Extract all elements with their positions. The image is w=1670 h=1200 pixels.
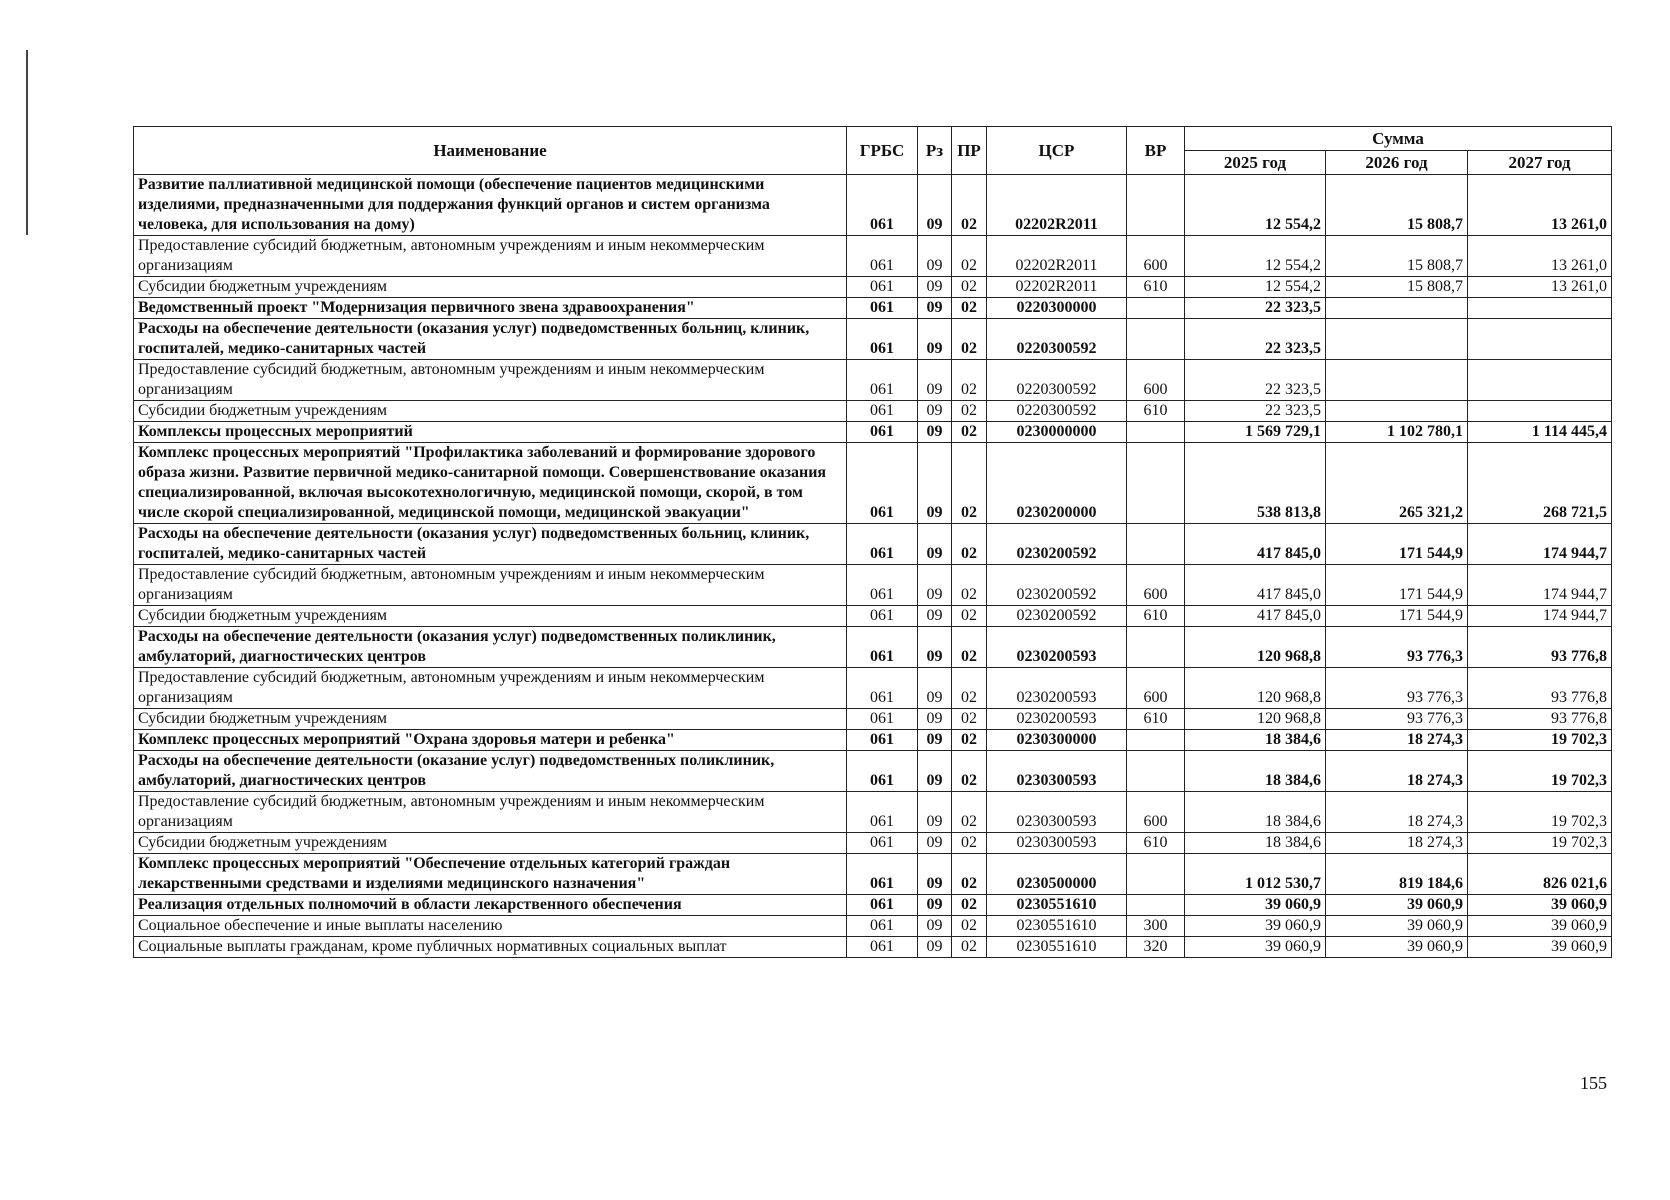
table-row (134, 565, 1612, 606)
cell-name: Предоставление субсидий бюджетным, автономным учреждениям и иным некоммерческим организациям (134, 792, 847, 833)
cell-2027: 39 060,9 (1468, 937, 1612, 958)
cell-pr: 02 (952, 443, 987, 524)
table-row (134, 668, 1612, 709)
table-row (134, 443, 1612, 524)
cell-2027: 39 060,9 (1468, 916, 1612, 937)
table-row (134, 833, 1612, 854)
cell-2026: 39 060,9 (1326, 937, 1468, 958)
cell-csr: 0230200593 (987, 709, 1127, 730)
cell-2025: 417 845,0 (1185, 606, 1326, 627)
cell-grbs: 061 (847, 360, 918, 401)
cell-2027: 93 776,8 (1468, 627, 1612, 668)
cell-2027 (1468, 319, 1612, 360)
cell-2026: 1 102 780,1 (1326, 422, 1468, 443)
table-row (134, 360, 1612, 401)
cell-2025: 18 384,6 (1185, 751, 1326, 792)
cell-2027 (1468, 298, 1612, 319)
cell-grbs: 061 (847, 709, 918, 730)
cell-2025: 1 569 729,1 (1185, 422, 1326, 443)
cell-pr: 02 (952, 792, 987, 833)
cell-vr: 610 (1127, 709, 1185, 730)
cell-rz: 09 (918, 792, 952, 833)
cell-2027: 19 702,3 (1468, 730, 1612, 751)
cell-rz: 09 (918, 606, 952, 627)
cell-name: Комплекс процессных мероприятий "Обеспечение отдельных категорий граждан лекарственными средствами и изделиями медицинского назначения" (134, 854, 847, 895)
table-row (134, 277, 1612, 298)
cell-rz: 09 (918, 524, 952, 565)
cell-csr: 0230300000 (987, 730, 1127, 751)
margin-line (26, 50, 28, 235)
cell-2026: 15 808,7 (1326, 236, 1468, 277)
cell-vr: 610 (1127, 833, 1185, 854)
cell-name: Расходы на обеспечение деятельности (оказания услуг) подведомственных больниц, клиник, госпиталей, медико-санитарных частей (134, 524, 847, 565)
cell-pr: 02 (952, 627, 987, 668)
cell-grbs: 061 (847, 627, 918, 668)
table-row (134, 319, 1612, 360)
header-year-2026: 2026 год (1326, 151, 1468, 175)
header-year-2025: 2025 год (1185, 151, 1326, 175)
cell-grbs: 061 (847, 833, 918, 854)
cell-vr (1127, 627, 1185, 668)
cell-2026: 819 184,6 (1326, 854, 1468, 895)
cell-2025: 12 554,2 (1185, 175, 1326, 236)
cell-csr: 0230551610 (987, 916, 1127, 937)
cell-vr: 600 (1127, 668, 1185, 709)
cell-grbs: 061 (847, 895, 918, 916)
cell-2026: 18 274,3 (1326, 833, 1468, 854)
cell-csr: 0220300592 (987, 360, 1127, 401)
cell-2025: 1 012 530,7 (1185, 854, 1326, 895)
cell-grbs: 061 (847, 937, 918, 958)
table-row (134, 730, 1612, 751)
cell-rz: 09 (918, 401, 952, 422)
cell-2026: 93 776,3 (1326, 627, 1468, 668)
cell-2027: 826 021,6 (1468, 854, 1612, 895)
cell-vr (1127, 319, 1185, 360)
cell-grbs: 061 (847, 916, 918, 937)
cell-pr: 02 (952, 916, 987, 937)
cell-2027 (1468, 360, 1612, 401)
cell-csr: 0230200592 (987, 565, 1127, 606)
cell-name: Расходы на обеспечение деятельности (оказания услуг) подведомственных поликлиник, амбулаторий, диагностических центров (134, 627, 847, 668)
cell-pr: 02 (952, 401, 987, 422)
cell-rz: 09 (918, 422, 952, 443)
cell-2026: 18 274,3 (1326, 792, 1468, 833)
table-row (134, 751, 1612, 792)
table-row (134, 422, 1612, 443)
cell-name: Предоставление субсидий бюджетным, автономным учреждениям и иным некоммерческим организациям (134, 565, 847, 606)
cell-rz: 09 (918, 627, 952, 668)
cell-grbs: 061 (847, 854, 918, 895)
cell-csr: 0230200593 (987, 627, 1127, 668)
cell-name: Социальное обеспечение и иные выплаты населению (134, 916, 847, 937)
cell-csr: 0220300592 (987, 319, 1127, 360)
cell-pr: 02 (952, 937, 987, 958)
cell-vr: 300 (1127, 916, 1185, 937)
cell-grbs: 061 (847, 668, 918, 709)
cell-rz: 09 (918, 833, 952, 854)
cell-2026: 265 321,2 (1326, 443, 1468, 524)
cell-2025: 120 968,8 (1185, 627, 1326, 668)
cell-grbs: 061 (847, 792, 918, 833)
table-row (134, 524, 1612, 565)
cell-rz: 09 (918, 298, 952, 319)
cell-rz: 09 (918, 895, 952, 916)
header-csr: ЦСР (987, 127, 1127, 175)
cell-vr (1127, 895, 1185, 916)
cell-grbs: 061 (847, 565, 918, 606)
cell-2027: 13 261,0 (1468, 175, 1612, 236)
table-row (134, 401, 1612, 422)
cell-2027: 174 944,7 (1468, 565, 1612, 606)
table-row (134, 895, 1612, 916)
cell-csr: 0230200592 (987, 524, 1127, 565)
cell-2027: 19 702,3 (1468, 833, 1612, 854)
cell-2026: 15 808,7 (1326, 277, 1468, 298)
cell-vr: 600 (1127, 565, 1185, 606)
cell-csr: 0230300593 (987, 751, 1127, 792)
cell-pr: 02 (952, 277, 987, 298)
cell-2025: 538 813,8 (1185, 443, 1326, 524)
cell-rz: 09 (918, 175, 952, 236)
cell-2025: 12 554,2 (1185, 236, 1326, 277)
cell-pr: 02 (952, 236, 987, 277)
cell-2025: 39 060,9 (1185, 916, 1326, 937)
cell-csr: 02202R2011 (987, 277, 1127, 298)
cell-grbs: 061 (847, 319, 918, 360)
page-number: 155 (1580, 1073, 1607, 1093)
cell-rz: 09 (918, 277, 952, 298)
table-row (134, 709, 1612, 730)
cell-vr (1127, 175, 1185, 236)
table-row (134, 606, 1612, 627)
cell-name: Расходы на обеспечение деятельности (оказания услуг) подведомственных больниц, клиник, госпиталей, медико-санитарных частей (134, 319, 847, 360)
cell-2025: 22 323,5 (1185, 401, 1326, 422)
cell-vr (1127, 854, 1185, 895)
cell-vr: 610 (1127, 606, 1185, 627)
cell-rz: 09 (918, 319, 952, 360)
cell-grbs: 061 (847, 175, 918, 236)
cell-csr: 0230300593 (987, 833, 1127, 854)
cell-2025: 18 384,6 (1185, 833, 1326, 854)
cell-vr: 600 (1127, 792, 1185, 833)
cell-vr: 610 (1127, 277, 1185, 298)
cell-rz: 09 (918, 730, 952, 751)
cell-name: Предоставление субсидий бюджетным, автономным учреждениям и иным некоммерческим организациям (134, 668, 847, 709)
cell-2025: 22 323,5 (1185, 298, 1326, 319)
cell-2026 (1326, 319, 1468, 360)
cell-vr: 600 (1127, 236, 1185, 277)
cell-2025: 120 968,8 (1185, 709, 1326, 730)
cell-grbs: 061 (847, 298, 918, 319)
cell-2026: 39 060,9 (1326, 895, 1468, 916)
cell-name: Субсидии бюджетным учреждениям (134, 606, 847, 627)
cell-2025: 39 060,9 (1185, 937, 1326, 958)
table-row (134, 298, 1612, 319)
cell-rz: 09 (918, 854, 952, 895)
cell-2026: 171 544,9 (1326, 565, 1468, 606)
cell-grbs: 061 (847, 524, 918, 565)
cell-name: Развитие паллиативной медицинской помощи (обеспечение пациентов медицинскими изделиями, предназначенными для поддержания функций органов и систем организма человека, для использования на дому) (134, 175, 847, 236)
table-row (134, 627, 1612, 668)
cell-name: Ведомственный проект "Модернизация первичного звена здравоохранения" (134, 298, 847, 319)
table-row (134, 236, 1612, 277)
cell-vr: 600 (1127, 360, 1185, 401)
cell-2027: 174 944,7 (1468, 606, 1612, 627)
cell-name: Предоставление субсидий бюджетным, автономным учреждениям и иным некоммерческим организациям (134, 236, 847, 277)
cell-pr: 02 (952, 833, 987, 854)
cell-name: Расходы на обеспечение деятельности (оказание услуг) подведомственных поликлиник, амбулаторий, диагностических центров (134, 751, 847, 792)
cell-2027 (1468, 401, 1612, 422)
cell-pr: 02 (952, 524, 987, 565)
cell-pr: 02 (952, 709, 987, 730)
cell-pr: 02 (952, 175, 987, 236)
cell-rz: 09 (918, 709, 952, 730)
header-sum: Сумма (1185, 127, 1612, 151)
cell-grbs: 061 (847, 443, 918, 524)
cell-csr: 0230551610 (987, 937, 1127, 958)
cell-grbs: 061 (847, 236, 918, 277)
cell-rz: 09 (918, 916, 952, 937)
header-year-2027: 2027 год (1468, 151, 1612, 175)
cell-vr (1127, 443, 1185, 524)
cell-name: Комплекс процессных мероприятий "Охрана здоровья матери и ребенка" (134, 730, 847, 751)
cell-vr: 610 (1127, 401, 1185, 422)
header-pr: ПР (952, 127, 987, 175)
cell-name: Субсидии бюджетным учреждениям (134, 833, 847, 854)
cell-vr (1127, 524, 1185, 565)
cell-rz: 09 (918, 668, 952, 709)
cell-2026: 171 544,9 (1326, 524, 1468, 565)
cell-grbs: 061 (847, 751, 918, 792)
cell-vr (1127, 422, 1185, 443)
cell-2026: 39 060,9 (1326, 916, 1468, 937)
cell-pr: 02 (952, 606, 987, 627)
cell-pr: 02 (952, 895, 987, 916)
table-body (134, 175, 1612, 958)
cell-2027: 174 944,7 (1468, 524, 1612, 565)
cell-2025: 39 060,9 (1185, 895, 1326, 916)
cell-name: Комплекс процессных мероприятий "Профилактика заболеваний и формирование здорового образа жизни. Развитие первичной медико-санитарной помощи. Совершенствование оказания специализированной, включая высокотехнологичную, медицинской помощи, скорой, в том числе скорой специализированной, медицинской помощи, медицинской эвакуации" (134, 443, 847, 524)
cell-csr: 0220300592 (987, 401, 1127, 422)
budget-table (133, 126, 1612, 958)
cell-2026: 18 274,3 (1326, 730, 1468, 751)
cell-rz: 09 (918, 565, 952, 606)
cell-csr: 0230200593 (987, 668, 1127, 709)
cell-csr: 0230200592 (987, 606, 1127, 627)
cell-name: Реализация отдельных полномочий в области лекарственного обеспечения (134, 895, 847, 916)
cell-name: Субсидии бюджетным учреждениям (134, 709, 847, 730)
cell-pr: 02 (952, 730, 987, 751)
cell-2026 (1326, 401, 1468, 422)
cell-name: Предоставление субсидий бюджетным, автономным учреждениям и иным некоммерческим организациям (134, 360, 847, 401)
cell-2027: 93 776,8 (1468, 709, 1612, 730)
cell-2027: 1 114 445,4 (1468, 422, 1612, 443)
cell-2026: 18 274,3 (1326, 751, 1468, 792)
cell-2026: 93 776,3 (1326, 709, 1468, 730)
cell-vr (1127, 298, 1185, 319)
cell-rz: 09 (918, 937, 952, 958)
cell-2025: 417 845,0 (1185, 524, 1326, 565)
cell-csr: 02202R2011 (987, 236, 1127, 277)
cell-2025: 18 384,6 (1185, 730, 1326, 751)
table-row (134, 854, 1612, 895)
cell-2027: 39 060,9 (1468, 895, 1612, 916)
cell-rz: 09 (918, 443, 952, 524)
cell-grbs: 061 (847, 422, 918, 443)
cell-2027: 19 702,3 (1468, 792, 1612, 833)
cell-pr: 02 (952, 298, 987, 319)
cell-csr: 02202R2011 (987, 175, 1127, 236)
cell-csr: 0230300593 (987, 792, 1127, 833)
cell-pr: 02 (952, 422, 987, 443)
cell-grbs: 061 (847, 730, 918, 751)
cell-2027: 268 721,5 (1468, 443, 1612, 524)
cell-rz: 09 (918, 751, 952, 792)
cell-vr: 320 (1127, 937, 1185, 958)
cell-2027: 13 261,0 (1468, 277, 1612, 298)
table-row (134, 175, 1612, 236)
cell-vr (1127, 751, 1185, 792)
cell-pr: 02 (952, 319, 987, 360)
cell-rz: 09 (918, 360, 952, 401)
table-header (134, 127, 1612, 175)
cell-name: Социальные выплаты гражданам, кроме публичных нормативных социальных выплат (134, 937, 847, 958)
cell-2026: 171 544,9 (1326, 606, 1468, 627)
cell-name: Комплексы процессных мероприятий (134, 422, 847, 443)
cell-2025: 12 554,2 (1185, 277, 1326, 298)
cell-2027: 13 261,0 (1468, 236, 1612, 277)
cell-grbs: 061 (847, 277, 918, 298)
cell-pr: 02 (952, 360, 987, 401)
cell-2026 (1326, 360, 1468, 401)
cell-pr: 02 (952, 854, 987, 895)
table-row (134, 916, 1612, 937)
cell-csr: 0230200000 (987, 443, 1127, 524)
cell-2025: 22 323,5 (1185, 360, 1326, 401)
cell-csr: 0220300000 (987, 298, 1127, 319)
cell-pr: 02 (952, 565, 987, 606)
cell-rz: 09 (918, 236, 952, 277)
cell-pr: 02 (952, 751, 987, 792)
cell-csr: 0230500000 (987, 854, 1127, 895)
cell-2026 (1326, 298, 1468, 319)
cell-grbs: 061 (847, 401, 918, 422)
cell-2027: 93 776,8 (1468, 668, 1612, 709)
cell-2025: 18 384,6 (1185, 792, 1326, 833)
cell-2025: 417 845,0 (1185, 565, 1326, 606)
table-row (134, 937, 1612, 958)
header-vr: ВР (1127, 127, 1185, 175)
cell-csr: 0230000000 (987, 422, 1127, 443)
cell-2026: 93 776,3 (1326, 668, 1468, 709)
cell-name: Субсидии бюджетным учреждениям (134, 277, 847, 298)
cell-2025: 22 323,5 (1185, 319, 1326, 360)
header-grbs: ГРБС (847, 127, 918, 175)
cell-pr: 02 (952, 668, 987, 709)
header-name: Наименование (134, 127, 847, 175)
cell-2027: 19 702,3 (1468, 751, 1612, 792)
cell-name: Субсидии бюджетным учреждениям (134, 401, 847, 422)
cell-2026: 15 808,7 (1326, 175, 1468, 236)
header-rz: Рз (918, 127, 952, 175)
cell-csr: 0230551610 (987, 895, 1127, 916)
cell-grbs: 061 (847, 606, 918, 627)
table-row (134, 792, 1612, 833)
cell-2025: 120 968,8 (1185, 668, 1326, 709)
cell-vr (1127, 730, 1185, 751)
